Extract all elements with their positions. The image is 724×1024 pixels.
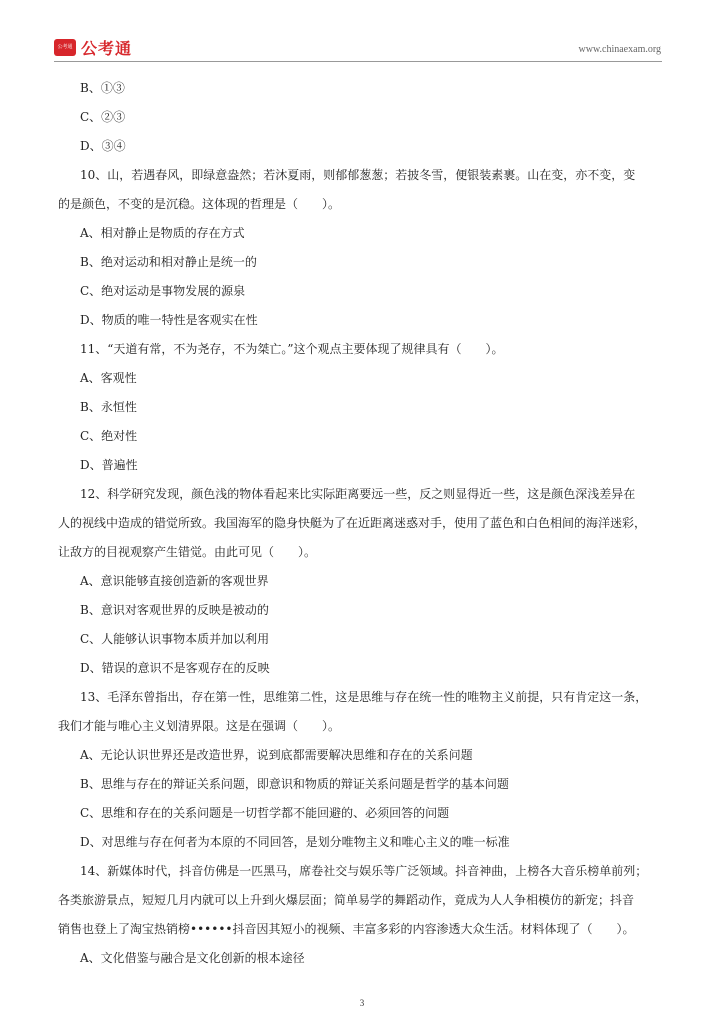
site-url: www.chinaexam.org <box>578 44 661 55</box>
answer-option: D、错误的意识不是客观存在的反映 <box>80 661 270 675</box>
answer-option: D、对思维与存在何者为本原的不同回答，是划分唯物主义和唯心主义的唯一标准 <box>80 835 510 849</box>
page-number: 3 <box>359 998 365 1008</box>
answer-option: C、②③ <box>80 110 126 124</box>
answer-option: C、思维和存在的关系问题是一切哲学都不能回避的、必须回答的问题 <box>80 806 450 820</box>
answer-option: D、物质的唯一特性是客观实在性 <box>80 313 258 327</box>
answer-option: A、相对静止是物质的存在方式 <box>80 226 245 240</box>
answer-option: B、思维与存在的辩证关系问题，即意识和物质的辩证关系问题是哲学的基本问题 <box>80 777 509 791</box>
answer-option: D、③④ <box>80 139 126 153</box>
answer-option: B、意识对客观世界的反映是被动的 <box>80 603 269 617</box>
brand-logo <box>54 37 132 57</box>
question-text-continued: 各类旅游景点，短短几月内就可以上升到火爆层面；简单易学的舞蹈动作，竟成为人人争相模仿的新宠；抖音 <box>58 893 635 907</box>
answer-option: B、永恒性 <box>80 400 137 414</box>
question-text: 13、毛泽东曾指出，存在第一性，思维第二性，这是思维与存在统一性的唯物主义前提，只有肯定这一条， <box>80 690 648 704</box>
answer-option: A、无论认识世界还是改造世界，说到底都需要解决思维和存在的关系问题 <box>80 748 473 762</box>
answer-option: C、人能够认识事物本质并加以利用 <box>80 632 270 646</box>
answer-option: D、普遍性 <box>80 458 138 472</box>
page-header <box>0 0 724 62</box>
question-text-continued: 的是颜色，不变的是沉稳。这体现的哲理是（ ）。 <box>58 197 341 211</box>
question-text-continued: 我们才能与唯心主义划清界限。这是在强调（ ）。 <box>58 719 341 733</box>
question-text-continued: 人的视线中造成的错觉所致。我国海军的隐身快艇为了在近距离迷惑对手，使用了蓝色和白色相间的海洋迷彩， <box>58 516 647 530</box>
answer-option: B、绝对运动和相对静止是统一的 <box>80 255 257 269</box>
question-text-continued: 销售也登上了淘宝热销榜••••••抖音因其短小的视频、丰富多彩的内容渗透大众生活。材料体现了（ ）。 <box>58 922 635 936</box>
answer-option: A、文化借鉴与融合是文化创新的根本途径 <box>80 951 305 965</box>
document-body <box>58 74 668 973</box>
question-text: 10、山，若遇春风，即绿意盎然；若沐夏雨，则郁郁葱葱；若披冬雪，便银装素裹。山在变，亦不变，变 <box>80 168 636 182</box>
answer-option: C、绝对性 <box>80 429 138 443</box>
question-text: 14、新媒体时代，抖音仿佛是一匹黑马，席卷社交与娱乐等广泛领域。抖音神曲，上榜各大音乐榜单前列； <box>80 864 648 878</box>
question-text-continued: 让敌方的目视观察产生错觉。由此可见（ ）。 <box>58 545 317 559</box>
header-divider <box>54 61 662 62</box>
logo-text: 公考通 <box>81 38 133 58</box>
logo-icon: 公考通 <box>54 39 76 56</box>
question-text: 12、科学研究发现，颜色浅的物体看起来比实际距离要远一些，反之则显得近一些，这是颜色深浅差异在 <box>80 487 636 501</box>
answer-option: C、绝对运动是事物发展的源泉 <box>80 284 246 298</box>
answer-option: A、意识能够直接创造新的客观世界 <box>80 574 269 588</box>
answer-option: B、①③ <box>80 81 125 95</box>
answer-option: A、客观性 <box>80 371 137 385</box>
question-text: 11、“天道有常，不为尧存，不为桀亡。”这个观点主要体现了规律具有（ ）。 <box>80 342 504 356</box>
